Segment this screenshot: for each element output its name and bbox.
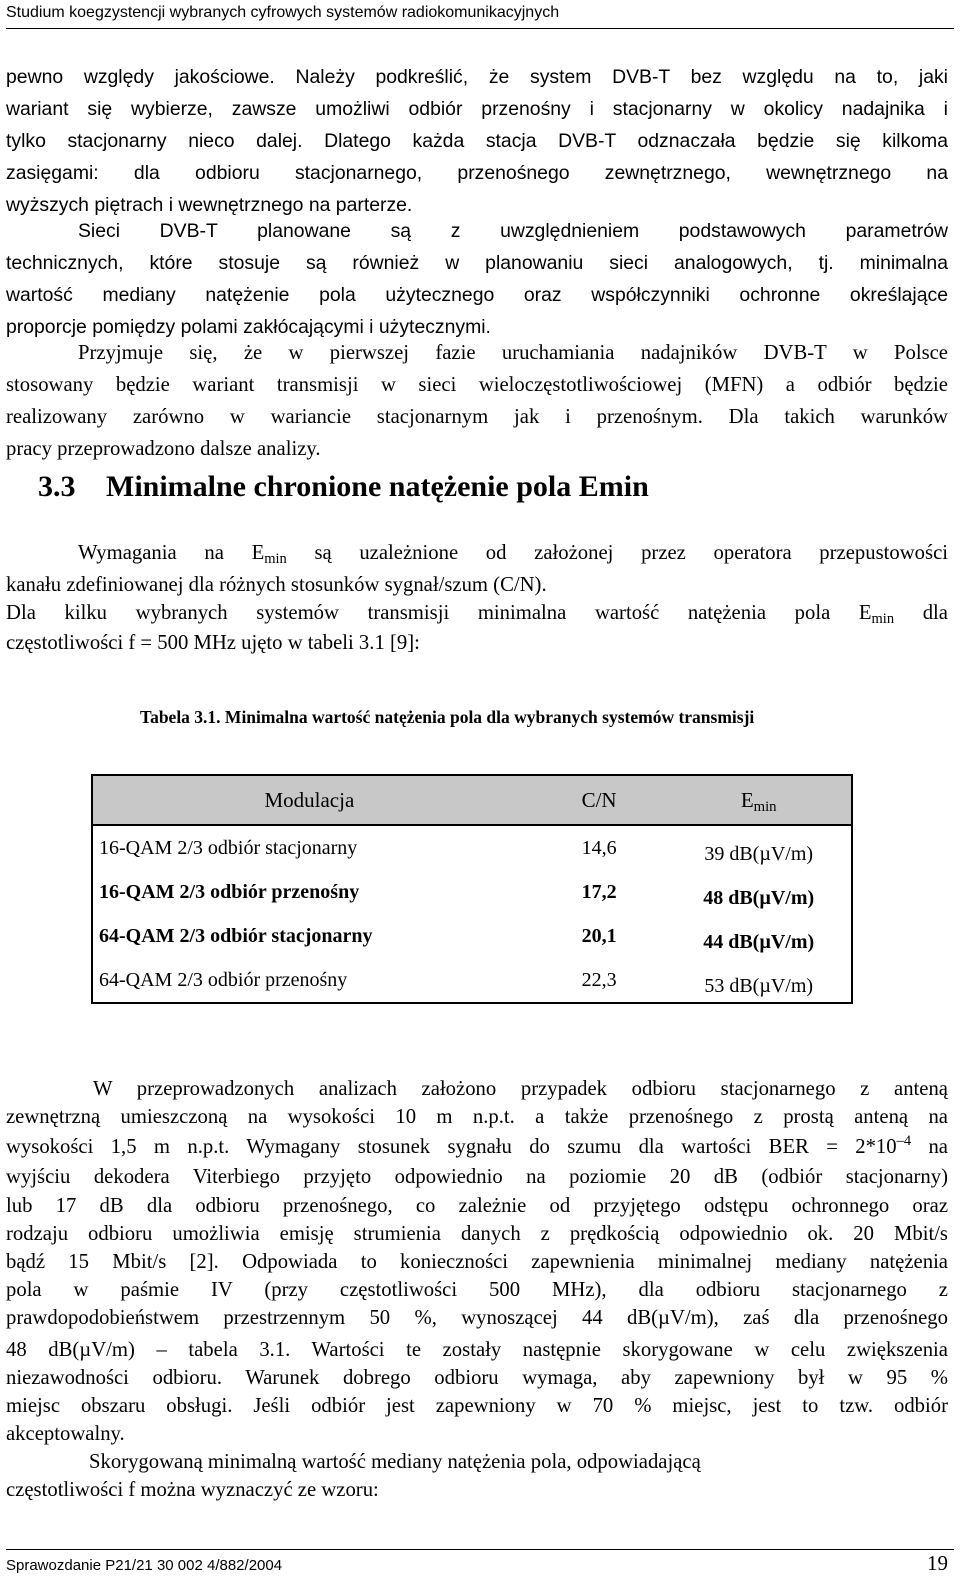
text-line: Przyjmuje się, że w pierwszej fazie uruchamiania nadajników DVB-T w Polsce — [78, 342, 948, 364]
text-line: W przeprowadzonych analizach założono przypadek odbioru stacjonarnego z anteną — [93, 1078, 948, 1100]
text-line: wysokości 1,5 m n.p.t. Wymagany stosunek sygnału do szumu dla wartości BER = $2*10^{-4}$ na — [6, 1133, 948, 1158]
text-line: wyjściu dekodera Viterbiego przyjęto odpowiednio na poziomie 20 dB (odbiór stacjonarny) — [6, 1166, 948, 1188]
text-line: Sieci DVB-T planowane są z uwzględnieniem podstawowych parametrów — [78, 220, 948, 242]
text-line: Dla kilku wybranych systemów transmisji minimalna wartość natężenia pola $E_{min}$ dla — [6, 602, 948, 628]
text-line: lub 17 dB dla odbioru przenośnego, co zależnie od przyjętego odstępu ochronnego oraz — [6, 1195, 948, 1217]
cell-emin: 44 dB(µV/m) — [666, 914, 852, 958]
section-heading — [38, 465, 649, 509]
header-divider — [6, 28, 954, 29]
column-header-cn: C/N — [532, 775, 667, 825]
text-line: 48 dB(µV/m) – tabela 3.1. Wartości te zostały następnie skorygowane w celu zwiększenia — [6, 1339, 948, 1361]
cell-cn: 14,6 — [532, 825, 667, 870]
table-row — [92, 870, 852, 914]
text-line: wyższych piętrach i wewnętrznego na parterze. — [6, 194, 413, 216]
cell-emin: 39 dB(µV/m) — [666, 825, 852, 870]
subscript-min: min — [264, 551, 287, 568]
running-header: Studium koegzystencji wybranych cyfrowych systemów radiokomunikacyjnych — [6, 4, 560, 21]
report-id: Sprawozdanie P21/21 30 002 4/882/2004 — [6, 1557, 283, 1574]
text-line: pola w paśmie IV (przy częstotliwości 500 MHz), dla odbioru stacjonarnego z — [6, 1279, 948, 1301]
section-title: Minimalne chronione natężenie pola Emin — [106, 470, 649, 503]
cell-modulation: 64-QAM 2/3 odbiór stacjonarny — [92, 914, 532, 958]
text-line: miejsc obszaru obsługi. Jeśli odbiór jest zapewniony w 70 % miejsc, jest to tzw. odbiór — [6, 1395, 948, 1417]
text-line: niezawodności odbioru. Warunek dobrego odbioru wymaga, aby zapewniony był w 95 % — [6, 1367, 948, 1389]
column-header-modulation: Modulacja — [92, 775, 532, 825]
field-strength-table — [91, 774, 853, 1004]
page-number: 19 — [927, 1551, 948, 1575]
table-row — [92, 825, 852, 870]
text-line: kanału zdefiniowanej dla różnych stosunków sygnał/szum (C/N). — [6, 574, 547, 596]
subscript-min: min — [871, 611, 895, 628]
text-line: proporcje pomiędzy polami zakłócającymi i użytecznymi. — [6, 316, 491, 338]
text-line: stosowany będzie wariant transmisji w sieci wieloczęstotliwościowej (MFN) a odbiór będzie — [6, 374, 948, 396]
text-line: częstotliwości f można wyznaczyć ze wzoru: — [6, 1479, 379, 1501]
table-caption: Tabela 3.1. Minimalna wartość natężenia pola dla wybranych systemów transmisji — [140, 707, 755, 727]
cell-cn: 20,1 — [581, 924, 617, 947]
cell-modulation: 64-QAM 2/3 odbiór przenośny — [92, 958, 532, 1003]
text-line: Skorygowaną minimalną wartość mediany natężenia pola, odpowiadającą — [89, 1451, 701, 1473]
text-line: Wymagania na $E_{min}$ są uzależnione od założonej przez operatora przepustowości — [78, 542, 948, 568]
text-line: wariant się wybierze, zawsze umożliwi odbiór przenośny i stacjonarny w okolicy nadajnika i — [6, 98, 948, 120]
table-row — [92, 958, 852, 1003]
footer-divider — [6, 1549, 954, 1550]
text-line: pewno względy jakościowe. Należy podkreślić, że system DVB-T bez względu na to, jaki — [6, 66, 948, 88]
text-line: rodzaju odbioru umożliwia emisję strumienia danych z prędkością odpowiednio ok. 20 Mbit/s — [6, 1223, 948, 1245]
cell-cn: 22,3 — [532, 958, 667, 1003]
section-number: 3.3 — [38, 470, 76, 503]
cell-modulation: 16-QAM 2/3 odbiór przenośny — [92, 870, 532, 914]
cell-emin: 48 dB(µV/m) — [666, 870, 852, 914]
text-line: zasięgami: dla odbioru stacjonarnego, przenośnego zewnętrznego, wewnętrznego na — [6, 162, 948, 184]
column-header-emin: $E_{min}$ — [666, 775, 852, 825]
text-line: częstotliwości f = 500 MHz ujęto w tabeli 3.1 [9]: — [6, 632, 420, 654]
text-line: prawdopodobieństwem przestrzennym 50 %, wynoszącej 44 dB(µV/m), zaś dla przenośnego — [6, 1307, 948, 1329]
superscript-exponent: –4 — [896, 1133, 912, 1150]
text-line: bądź 15 Mbit/s [2]. Odpowiada to konieczności zapewnienia minimalnej mediany natężenia — [6, 1251, 948, 1273]
text-line: realizowany zarówno w wariancie stacjonarnym jak i przenośnym. Dla takich warunków — [6, 406, 948, 428]
cell-modulation: 16-QAM 2/3 odbiór stacjonarny — [92, 825, 532, 870]
text-line: zewnętrzną umieszczoną na wysokości 10 m n.p.t. a także przenośnego z prostą anteną na — [6, 1106, 948, 1128]
text-line: wartość mediany natężenie pola użytecznego oraz współczynniki ochronne określające — [6, 284, 948, 306]
table-header-row — [92, 775, 852, 825]
cell-emin: 53 dB(µV/m) — [666, 958, 852, 1003]
text-line: tylko stacjonarny nieco dalej. Dlatego każda stacja DVB-T odznaczała będzie się kilkoma — [6, 130, 948, 152]
text-line: pracy przeprowadzono dalsze analizy. — [6, 438, 321, 460]
cell-cn: 17,2 — [581, 880, 617, 903]
table-row — [92, 914, 852, 958]
text-line: akceptowalny. — [6, 1423, 125, 1445]
text-line: technicznych, które stosuje są również w planowaniu sieci analogowych, tj. minimalna — [6, 252, 948, 274]
